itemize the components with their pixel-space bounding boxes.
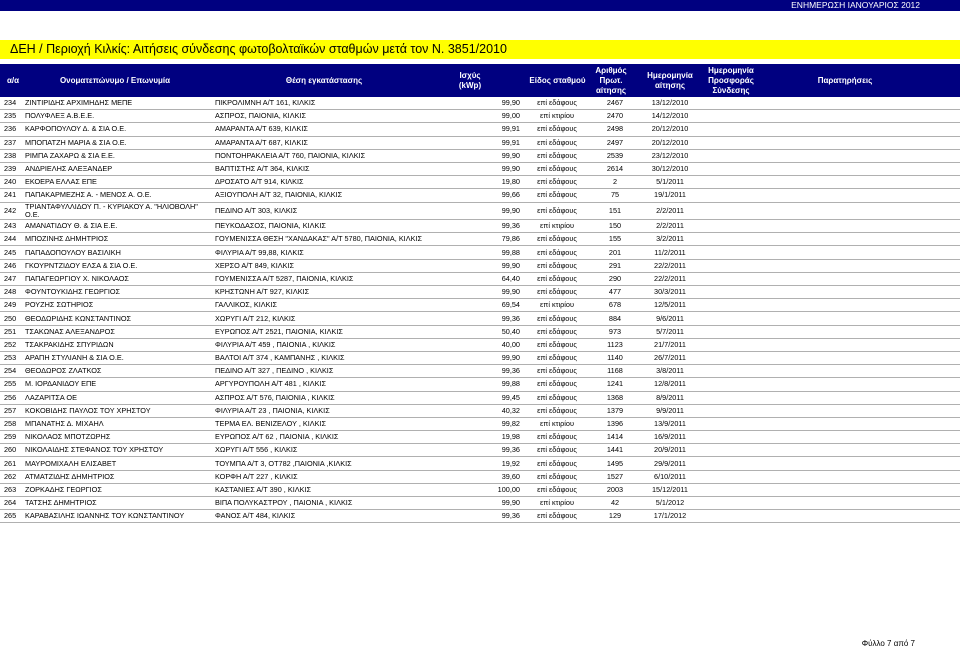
row-power: 19,80 [501, 177, 520, 187]
row-number: 234 [4, 98, 17, 108]
table-row [0, 418, 960, 431]
row-protocol-number: 129 [608, 511, 622, 521]
row-power: 99,00 [501, 111, 520, 121]
row-name: ΛΑΖΑΡΙΤΣΑ ΟΕ [25, 392, 77, 402]
row-station-type: επί εδάφους [537, 164, 577, 174]
row-power: 99,88 [501, 379, 520, 389]
row-station-type: επί εδάφους [537, 445, 577, 455]
row-site: ΑΡΓΥΡΟΥΠΟΛΗ Α/Τ 481 , ΚΙΛΚΙΣ [215, 379, 327, 389]
row-station-type: επί εδάφους [537, 98, 577, 108]
row-power: 99,90 [501, 498, 520, 508]
row-site: ΑΣΠΡΟΣ Α/Τ 576, ΠΑΙΟΝΙΑ , ΚΙΛΚΙΣ [215, 392, 335, 402]
row-number: 257 [4, 405, 17, 415]
table-row [0, 457, 960, 470]
row-application-date: 5/1/2011 [656, 177, 684, 187]
row-name: ΓΚΟΥΡΝΤΖΙΔΟΥ ΕΛΣΑ & ΣΙΑ Ο.Ε. [25, 260, 138, 270]
row-number: 262 [4, 471, 17, 481]
row-station-type: επί κτιρίου [540, 419, 574, 428]
row-site: ΠΕΔΙΝΟ Α/Τ 303, ΚΙΛΚΙΣ [215, 205, 298, 215]
row-name: ΠΑΠΑΔΟΠΟΥΛΟΥ ΒΑΣΙΛΙΚΗ [25, 247, 121, 257]
row-station-type: επί εδάφους [537, 405, 577, 415]
row-application-date: 12/5/2011 [654, 300, 686, 310]
row-power: 19,92 [501, 458, 520, 468]
row-site: ΦΙΛΥΡΙΑ Α/Τ 459 , ΠΑΙΟΝΙΑ , ΚΙΛΚΙΣ [215, 339, 336, 349]
row-protocol-number: 1414 [606, 432, 624, 442]
row-power: 99,91 [501, 137, 520, 147]
table-row [0, 312, 960, 325]
row-number: 240 [4, 177, 17, 187]
header-name: Ονοματεπώνυμο / Επωνυμία [59, 75, 171, 85]
row-power: 69,54 [501, 300, 520, 310]
row-site: ΓΟΥΜΕΝΙΣΣΑ ΘΕΣΗ "ΧΑΝΔΑΚΑΣ" Α/Τ 5780, ΠΑΙΟΝΙΑ, ΚΙΛΚΙΣ [215, 234, 422, 244]
row-protocol-number: 1368 [606, 392, 624, 402]
row-power: 99,66 [501, 190, 520, 200]
row-application-date: 6/10/2011 [654, 471, 686, 481]
row-name: ΤΣΑΚΩΝΑΣ ΑΛΕΞΑΝΔΡΟΣ [25, 326, 115, 336]
row-station-type: επί εδάφους [537, 432, 577, 442]
table-row [0, 246, 960, 259]
row-site: ΑΜΑΡΑΝΤΑ Α/Τ 687, ΚΙΛΚΙΣ [215, 137, 308, 147]
table-body [0, 97, 960, 523]
row-protocol-number: 291 [608, 260, 622, 270]
row-protocol-number: 42 [610, 498, 620, 508]
row-name: ΚΑΡΦΟΠΟΥΛΟΥ Δ. & ΣΙΑ Ο.Ε. [25, 124, 127, 134]
table-row [0, 110, 960, 123]
table-row [0, 365, 960, 378]
row-site: ΠΟΝΤΟΗΡΑΚΛΕΙΑ Α/Τ 760, ΠΑΙΟΝΙΑ, ΚΙΛΚΙΣ [215, 150, 366, 160]
row-name: Μ. ΙΟΡΔΑΝΙΔΟΥ ΕΠΕ [25, 379, 97, 389]
row-power: 99,90 [501, 260, 520, 270]
row-site: ΑΞΙΟΥΠΟΛΗ Α/Τ 32, ΠΑΙΟΝΙΑ, ΚΙΛΚΙΣ [215, 190, 343, 200]
row-application-date: 22/2/2011 [654, 260, 686, 270]
row-power: 40,00 [501, 339, 520, 349]
table-row [0, 97, 960, 110]
table-row [0, 299, 960, 312]
row-application-date: 20/12/2010 [651, 124, 689, 134]
row-station-type: επί εδάφους [537, 150, 577, 160]
row-protocol-number: 151 [608, 205, 622, 215]
row-station-type: επί εδάφους [537, 124, 577, 134]
row-power: 50,40 [501, 326, 520, 336]
row-station-type: επί εδάφους [537, 260, 577, 270]
row-protocol-number: 1441 [606, 445, 624, 455]
row-application-date: 9/9/2011 [656, 405, 684, 415]
row-name: ΑΝΔΡΙΕΛΗΣ ΑΛΕΞΑΝΔΕΡ [25, 164, 113, 174]
row-protocol-number: 1379 [606, 405, 624, 415]
row-name: ΝΙΚΟΛΑΟΣ ΜΠΟΤΖΩΡΗΣ [25, 432, 111, 442]
row-station-type: επί εδάφους [537, 392, 577, 402]
page-title: ΔΕΗ / Περιοχή Κιλκίς: Αιτήσεις σύνδεσης φωτοβολταϊκών σταθμών μετά τον Ν. 3851/2010 [0, 40, 960, 59]
table-row [0, 286, 960, 299]
row-protocol-number: 2539 [606, 150, 624, 160]
row-power: 100,00 [497, 484, 520, 494]
row-name: ΚΑΡΑΒΑΣΙΛΗΣ ΙΩΑΝΝΗΣ ΤΟΥ ΚΩΝΣΤΑΝΤΙΝΟΥ [25, 511, 185, 521]
row-application-date: 13/9/2011 [654, 419, 686, 428]
table-row [0, 431, 960, 444]
row-number: 241 [4, 190, 17, 200]
row-name: ΖΟΡΚΑΔΗΣ ΓΕΩΡΓΙΟΣ [25, 484, 102, 494]
row-station-type: επί εδάφους [537, 471, 577, 481]
row-station-type: επί εδάφους [537, 326, 577, 336]
row-number: 235 [4, 111, 17, 121]
row-protocol-number: 2614 [606, 164, 624, 174]
row-number: 243 [4, 221, 17, 231]
row-application-date: 19/1/2011 [654, 190, 686, 200]
row-site: ΚΑΣΤΑΝΙΕΣ Α/Τ 390 , ΚΙΛΚΙΣ [215, 484, 312, 494]
row-site: ΧΕΡΣΟ Α/Τ 849, ΚΙΛΚΙΣ [215, 260, 295, 270]
row-station-type: επί εδάφους [537, 379, 577, 389]
table-row [0, 497, 960, 510]
row-power: 99,90 [501, 98, 520, 108]
row-power: 99,36 [501, 445, 520, 455]
row-station-type: επί κτιρίου [540, 221, 574, 231]
row-application-date: 13/12/2010 [651, 98, 689, 108]
table-row [0, 510, 960, 523]
row-application-date: 15/12/2011 [652, 484, 688, 494]
row-name: ΤΣΑΚΡΑΚΙΔΗΣ ΣΠΥΡΙΔΩΝ [25, 339, 114, 349]
table-row [0, 233, 960, 246]
row-site: ΚΟΡΦΗ Α/Τ 227 , ΚΙΛΚΙΣ [215, 471, 298, 481]
row-name: ΠΟΛΥΦΛΕΞ Α.Β.Ε.Ε. [25, 111, 95, 121]
row-number: 255 [4, 379, 17, 389]
table-row [0, 163, 960, 176]
header-notes: Παρατηρήσεις [817, 75, 873, 85]
row-power: 99,90 [501, 353, 520, 363]
row-application-date: 3/2/2011 [656, 234, 684, 244]
table-row [0, 273, 960, 286]
row-protocol-number: 2467 [606, 98, 624, 108]
row-application-date: 21/7/2011 [654, 339, 686, 349]
table-row [0, 123, 960, 136]
row-number: 248 [4, 287, 17, 297]
row-application-date: 26/7/2011 [654, 353, 686, 363]
table-row [0, 260, 960, 273]
row-power: 99,36 [501, 313, 520, 323]
row-power: 99,45 [501, 392, 520, 402]
row-power: 99,36 [501, 511, 520, 521]
row-name: ΜΠΑΝΑΤΗΣ Δ. ΜΙΧΑΗΛ [25, 419, 104, 428]
row-protocol-number: 75 [610, 190, 620, 200]
row-number: 237 [4, 137, 17, 147]
row-site: ΓΟΥΜΕΝΙΣΣΑ Α/Τ 5287, ΠΑΙΟΝΙΑ, ΚΙΛΚΙΣ [215, 273, 354, 283]
row-number: 259 [4, 432, 17, 442]
row-name: ΑΜΑΝΑΤΙΔΟΥ Θ. & ΣΙΑ Ε.Ε. [25, 221, 118, 231]
row-name: ΜΠΟΖΙΝΗΣ ΔΗΜΗΤΡΙΟΣ [25, 234, 109, 244]
table-row [0, 378, 960, 391]
row-application-date: 29/9/2011 [654, 458, 686, 468]
row-protocol-number: 1140 [607, 353, 623, 363]
row-site: ΒΑΠΤΙΣΤΗΣ Α/Τ 364, ΚΙΛΚΙΣ [215, 164, 310, 174]
row-power: 99,90 [501, 150, 520, 160]
row-number: 258 [4, 419, 17, 428]
row-application-date: 22/2/2011 [654, 273, 686, 283]
row-application-date: 5/1/2012 [655, 498, 685, 508]
row-station-type: επί εδάφους [537, 484, 577, 494]
row-name: ΜΑΥΡΟΜΙΧΑΛΗ ΕΛΙΣΑΒΕΤ [25, 458, 117, 468]
row-number: 260 [4, 445, 17, 455]
row-name: ΦΟΥΝΤΟΥΚΙΔΗΣ ΓΕΩΡΓΙΟΣ [25, 287, 121, 297]
row-name: ΜΠΟΠΑΤΖΗ ΜΑΡΙΑ & ΣΙΑ Ο.Ε. [25, 137, 127, 147]
row-power: 40,32 [501, 405, 520, 415]
row-site: ΑΜΑΡΑΝΤΑ Α/Τ 639, ΚΙΛΚΙΣ [215, 124, 308, 134]
row-number: 264 [4, 498, 17, 508]
row-protocol-number: 1495 [606, 458, 624, 468]
row-protocol-number: 290 [608, 273, 622, 283]
row-station-type: επί εδάφους [537, 190, 577, 200]
table-row [0, 392, 960, 405]
row-application-date: 3/8/2011 [656, 366, 684, 376]
row-site: ΑΣΠΡΟΣ, ΠΑΙΟΝΙΑ, ΚΙΛΚΙΣ [215, 111, 306, 121]
table-row [0, 176, 960, 189]
table-row [0, 137, 960, 150]
row-power: 99,82 [501, 419, 520, 428]
row-name: ΖΙΝΤΙΡΙΔΗΣ ΑΡΧΙΜΗΔΗΣ ΜΕΠΕ [25, 98, 133, 108]
row-application-date: 20/9/2011 [654, 445, 686, 455]
row-application-date: 16/9/2011 [654, 432, 686, 442]
row-power: 99,36 [501, 221, 520, 231]
row-number: 256 [4, 392, 17, 402]
row-protocol-number: 2497 [606, 137, 624, 147]
row-site: ΒΑΛΤΟΙ Α/Τ 374 , ΚΑΜΠΑΝΗΣ , ΚΙΛΚΙΣ [215, 353, 345, 363]
row-number: 242 [4, 205, 17, 215]
row-protocol-number: 2003 [606, 484, 624, 494]
row-application-date: 9/6/2011 [656, 313, 684, 323]
row-number: 244 [4, 234, 17, 244]
row-site: ΕΥΡΩΠΟΣ Α/Τ 2521, ΠΑΙΟΝΙΑ, ΚΙΛΚΙΣ [215, 326, 343, 336]
row-name: ΕΚΟΕΡΑ ΕΛΛΑΣ ΕΠΕ [25, 177, 97, 187]
row-application-date: 20/12/2010 [651, 137, 689, 147]
row-number: 252 [4, 339, 17, 349]
row-number: 261 [4, 458, 17, 468]
row-power: 79,86 [501, 234, 520, 244]
row-station-type: επί εδάφους [537, 458, 577, 468]
table-row [0, 203, 960, 221]
row-site: ΧΩΡΥΓΙ Α/Τ 212, ΚΙΛΚΙΣ [215, 313, 296, 323]
row-site: ΠΕΔΙΝΟ Α/Τ 327 , ΠΕΔΙΝΟ , ΚΙΛΚΙΣ [215, 366, 334, 376]
row-power: 99,91 [501, 124, 520, 134]
row-site: ΤΕΡΜΑ ΕΛ. ΒΕΝΙΖΕΛΟΥ , ΚΙΛΚΙΣ [215, 419, 327, 428]
row-number: 265 [4, 511, 17, 521]
row-application-date: 30/12/2010 [651, 164, 689, 174]
row-protocol-number: 1241 [606, 379, 624, 389]
row-name: ΑΤΜΑΤΖΙΔΗΣ ΔΗΜΗΤΡΙΟΣ [25, 471, 115, 481]
row-station-type: επί εδάφους [537, 287, 577, 297]
row-site: ΕΥΡΩΠΟΣ Α/Τ 62 , ΠΑΙΟΝΙΑ , ΚΙΛΚΙΣ [215, 432, 339, 442]
row-name: ΡΙΜΠΑ ΖΑΧΑΡΩ & ΣΙΑ Ε.Ε. [25, 150, 115, 160]
header-prot: Αριθμός Πρωτ. αίτησης [595, 65, 627, 95]
row-protocol-number: 1527 [606, 471, 624, 481]
row-site: ΤΟΥΜΠΑ Α/Τ 3, ΟΤ782 ,ΠΑΙΟΝΙΑ ,ΚΙΛΚΙΣ [215, 458, 352, 468]
row-application-date: 11/2/2011 [654, 247, 686, 257]
row-number: 246 [4, 260, 17, 270]
header-date: Ημερομηνία αίτησης [647, 70, 693, 90]
row-protocol-number: 1168 [607, 366, 623, 376]
page-footer: Φύλλο 7 από 7 [861, 639, 915, 648]
row-protocol-number: 678 [608, 300, 622, 310]
row-station-type: επί κτιρίου [540, 498, 574, 508]
row-protocol-number: 2 [612, 177, 618, 187]
row-protocol-number: 477 [608, 287, 622, 297]
row-site: ΧΩΡΥΓΙ Α/Τ 556 , ΚΙΛΚΙΣ [215, 445, 298, 455]
row-name: ΘΕΟΔΩΡΙΔΗΣ ΚΩΝΣΤΑΝΤΙΝΟΣ [25, 313, 132, 323]
row-name: ΠΑΠΑΚΑΡΜΕΖΗΣ Α. - ΜΕΝΟΣ Α. Ο.Ε. [25, 190, 152, 200]
row-site: ΠΙΚΡΟΛΙΜΝΗ Α/Τ 161, ΚΙΛΚΙΣ [215, 98, 316, 108]
row-site: ΦΑΝΟΣ Α/Τ 484, ΚΙΛΚΙΣ [215, 511, 296, 521]
row-application-date: 17/1/2012 [653, 511, 687, 521]
row-power: 39,60 [501, 471, 520, 481]
header-aa: α/α [6, 75, 20, 85]
row-number: 251 [4, 326, 17, 336]
row-number: 245 [4, 247, 17, 257]
row-number: 239 [4, 164, 17, 174]
row-station-type: επί εδάφους [537, 247, 577, 257]
table-row [0, 150, 960, 163]
row-station-type: επί κτιρίου [540, 111, 574, 121]
row-site: ΒΙΠΑ ΠΟΛΥΚΑΣΤΡΟΥ , ΠΑΙΟΝΙΑ , ΚΙΛΚΙΣ [215, 498, 353, 508]
row-station-type: επί εδάφους [537, 273, 577, 283]
row-number: 247 [4, 273, 17, 283]
row-name: ΤΑΤΣΗΣ ΔΗΜΗΤΡΙΟΣ [25, 498, 97, 508]
row-power: 99,90 [501, 164, 520, 174]
row-station-type: επί εδάφους [537, 353, 577, 363]
row-number: 250 [4, 313, 17, 323]
row-application-date: 2/2/2011 [656, 205, 684, 215]
row-name: ΚΟΚΟΒΙΔΗΣ ΠΑΥΛΟΣ ΤΟΥ ΧΡΗΣΤΟΥ [25, 405, 151, 415]
row-name: ΠΑΠΑΓΕΩΡΓΙΟΥ Χ. ΝΙΚΟΛΑΟΣ [25, 273, 129, 283]
row-power: 99,90 [501, 205, 520, 215]
row-station-type: επί εδάφους [537, 177, 577, 187]
row-protocol-number: 884 [608, 313, 622, 323]
table-header [0, 64, 960, 97]
row-station-type: επί εδάφους [537, 366, 577, 376]
row-protocol-number: 2498 [606, 124, 624, 134]
table-row [0, 471, 960, 484]
row-number: 236 [4, 124, 17, 134]
row-application-date: 14/12/2010 [651, 111, 689, 121]
header-kw: Ισχύς (kWp) [458, 70, 482, 90]
row-protocol-number: 155 [608, 234, 622, 244]
row-site: ΚΡΗΣΤΩΝΗ Α/Τ 927, ΚΙΛΚΙΣ [215, 287, 310, 297]
row-power: 64,40 [501, 273, 520, 283]
row-station-type: επί εδάφους [537, 137, 577, 147]
row-power: 99,90 [501, 287, 520, 297]
row-power: 99,36 [501, 366, 520, 376]
row-station-type: επί εδάφους [537, 339, 577, 349]
row-name: ΝΙΚΟΛΑΙΔΗΣ ΣΤΕΦΑΝΟΣ ΤΟΥ ΧΡΗΣΤΟΥ [25, 445, 164, 455]
row-site: ΦΙΛΥΡΙΑ Α/Τ 99,88, ΚΙΛΚΙΣ [215, 247, 304, 257]
table-row [0, 326, 960, 339]
row-power: 99,88 [501, 247, 520, 257]
table-row [0, 189, 960, 202]
row-name: ΡΟΥΖΗΣ ΣΩΤΗΡΙΟΣ [25, 300, 94, 310]
row-application-date: 12/8/2011 [654, 379, 686, 389]
table-row [0, 352, 960, 365]
row-number: 263 [4, 484, 17, 494]
row-site: ΦΙΛΥΡΙΑ Α/Τ 23 , ΠΑΙΟΝΙΑ, ΚΙΛΚΙΣ [215, 405, 330, 415]
table-row [0, 484, 960, 497]
row-number: 254 [4, 366, 17, 376]
row-name: ΤΡΙΑΝΤΑΦΥΛΛΙΔΟΥ Π. - ΚΥΡΙΑΚΟΥ Α. "ΗΛΙΟΒΟΛΗ" Ο.Ε. [25, 201, 198, 219]
header-type: Είδος σταθμού [529, 75, 586, 85]
table-row [0, 405, 960, 418]
row-number: 249 [4, 300, 17, 310]
row-power: 19,98 [501, 432, 520, 442]
table-row [0, 444, 960, 457]
row-number: 238 [4, 150, 17, 160]
row-station-type: επί εδάφους [537, 234, 577, 244]
header-offer: Ημερομηνία Προσφοράς Σύνδεσης [708, 65, 754, 95]
row-protocol-number: 1396 [606, 419, 624, 428]
row-site: ΔΡΟΣΑΤΟ Α/Τ 914, ΚΙΛΚΙΣ [215, 177, 304, 187]
row-name: ΑΡΑΠΗ ΣΤΥΛΙΑΝΗ & ΣΙΑ Ο.Ε. [25, 353, 124, 363]
row-site: ΓΑΛΛΙΚΟΣ, ΚΙΛΚΙΣ [215, 300, 278, 310]
row-application-date: 8/9/2011 [656, 392, 684, 402]
row-station-type: επί εδάφους [537, 511, 577, 521]
header-site: Θέση εγκατάστασης [285, 75, 363, 85]
row-station-type: επί κτιρίου [540, 300, 574, 310]
top-banner-text: ΕΝΗΜΕΡΩΣΗ ΙΑΝΟΥΑΡΙΟΣ 2012 [791, 0, 920, 10]
row-name: ΘΕΟΔΩΡΟΣ ΖΛΑΤΚΟΣ [25, 366, 102, 376]
row-protocol-number: 2470 [606, 111, 624, 121]
top-banner [0, 0, 960, 11]
row-station-type: επί εδάφους [537, 313, 577, 323]
row-station-type: επί εδάφους [537, 205, 577, 215]
row-application-date: 23/12/2010 [651, 150, 689, 160]
row-site: ΠΕΥΚΟΔΑΣΟΣ, ΠΑΙΟΝΙΑ, ΚΙΛΚΙΣ [215, 221, 326, 231]
row-protocol-number: 1123 [607, 339, 623, 349]
row-protocol-number: 201 [608, 247, 622, 257]
row-number: 253 [4, 353, 17, 363]
table-row [0, 339, 960, 352]
table-row [0, 220, 960, 233]
row-application-date: 2/2/2011 [656, 221, 684, 231]
row-application-date: 30/3/2011 [654, 287, 686, 297]
row-protocol-number: 973 [608, 326, 622, 336]
row-protocol-number: 150 [608, 221, 622, 231]
row-application-date: 5/7/2011 [656, 326, 684, 336]
